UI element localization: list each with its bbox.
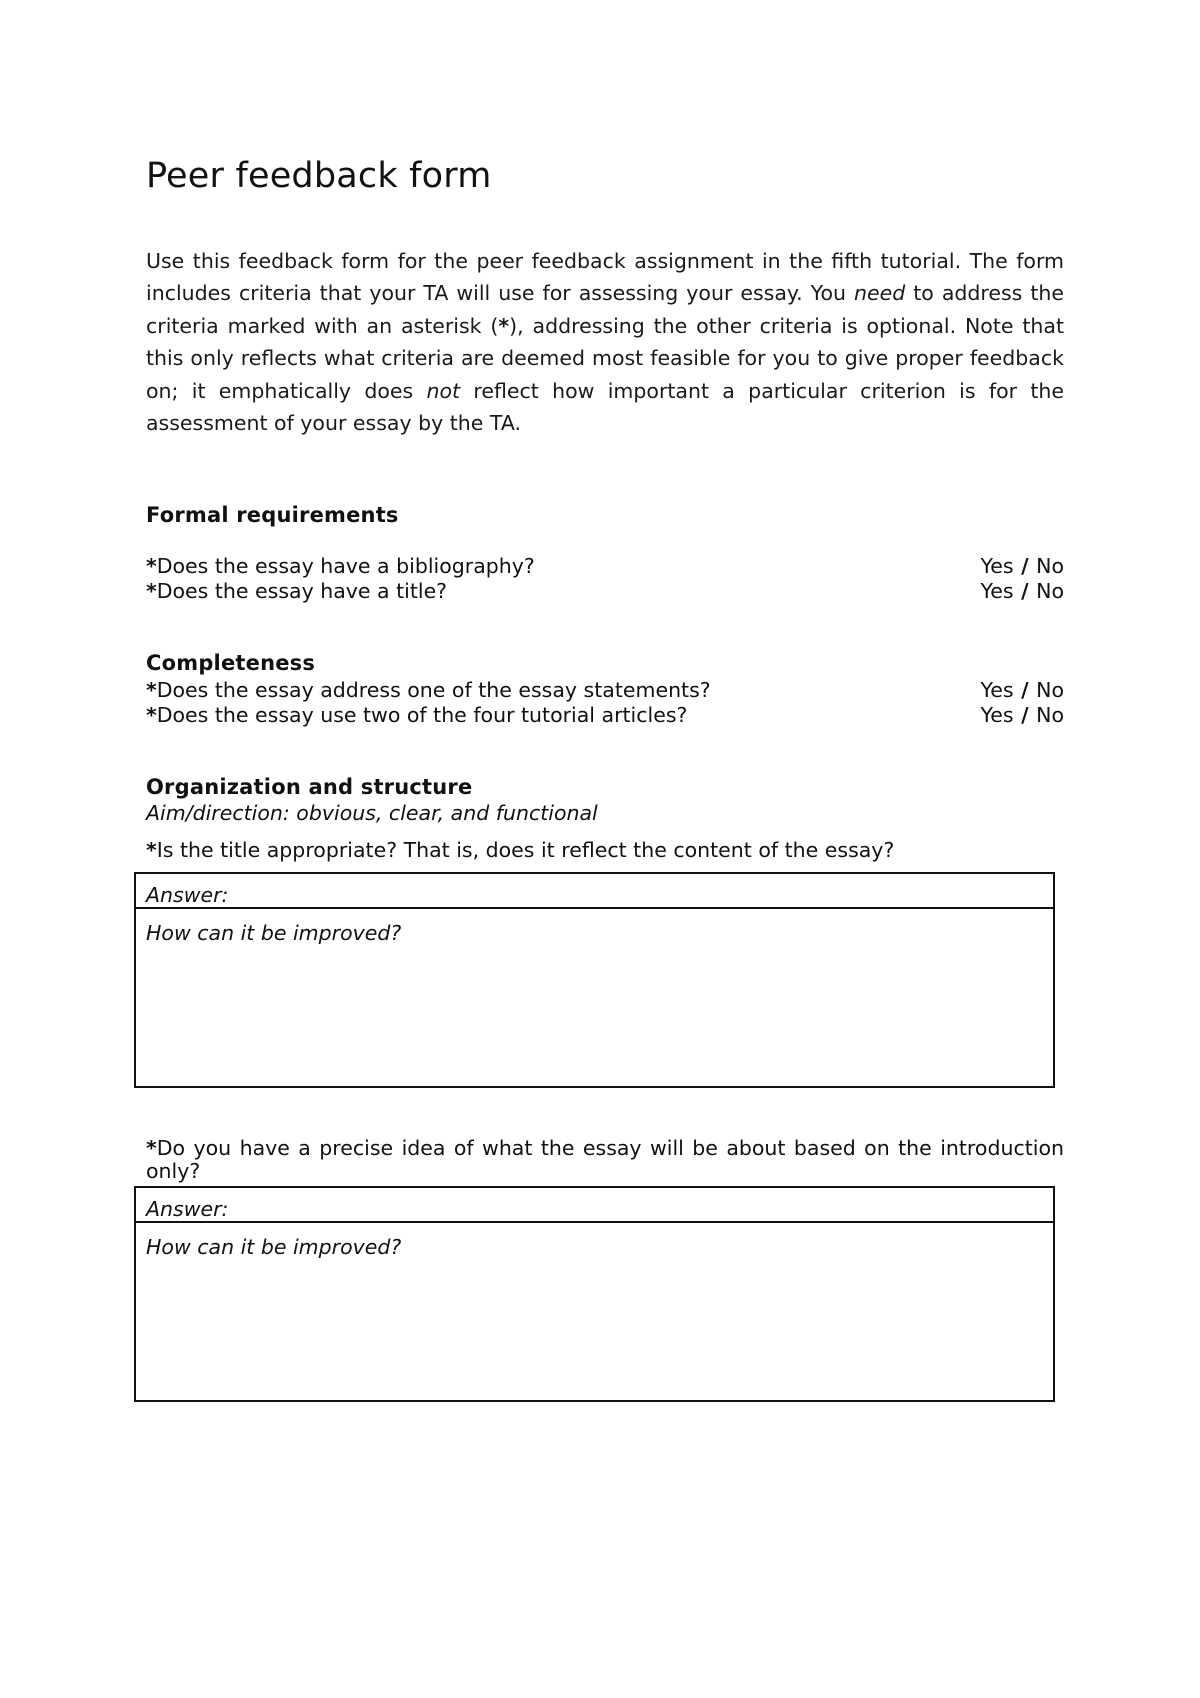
intro-emphasis-need: need bbox=[854, 281, 906, 306]
yes-option[interactable]: Yes bbox=[980, 579, 1014, 603]
question-row bbox=[146, 578, 1064, 604]
yes-no-choice[interactable] bbox=[980, 578, 1064, 604]
question-label: Does the essay use two of the four tutorial articles? bbox=[156, 703, 688, 727]
improvement-field[interactable] bbox=[136, 1223, 1053, 1400]
intro-asterisk: * bbox=[498, 313, 510, 338]
question-label: Does the essay address one of the essay statements? bbox=[156, 678, 711, 702]
answer-field[interactable] bbox=[136, 1188, 1053, 1223]
no-option[interactable]: No bbox=[1036, 554, 1064, 578]
answer-box bbox=[134, 872, 1055, 1088]
question-asterisk: * bbox=[146, 579, 157, 603]
yes-no-separator: / bbox=[1021, 678, 1029, 702]
intro-text-4: reflect how important a particular criterion is for the assessment of your essay by the TA. bbox=[146, 378, 1065, 436]
question-row bbox=[146, 553, 1064, 579]
question-label: Do you have a precise idea of what the essay will be about based on the introduction only? bbox=[146, 1136, 1064, 1183]
yes-option[interactable]: Yes bbox=[980, 678, 1014, 702]
answer-field[interactable] bbox=[136, 874, 1053, 909]
answer-box bbox=[134, 1186, 1055, 1402]
intro-text-3: ), addressing the other criteria is optional. Note that this only reflects what criteria are deemed most feasible for you to give proper feedback on; it emphatically does bbox=[146, 313, 1064, 403]
yes-no-separator: / bbox=[1021, 703, 1029, 727]
yes-option[interactable]: Yes bbox=[980, 554, 1014, 578]
intro-text-2: to address the criteria marked with an asterisk ( bbox=[146, 281, 1064, 338]
yes-option[interactable]: Yes bbox=[980, 703, 1014, 727]
yes-no-choice[interactable] bbox=[980, 553, 1064, 579]
section-heading-formal: Formal requirements bbox=[146, 503, 399, 527]
section-subtitle: Aim/direction: obvious, clear, and functional bbox=[146, 801, 598, 825]
page-title: Peer feedback form bbox=[146, 156, 492, 196]
question-text bbox=[146, 677, 711, 703]
question-row bbox=[146, 677, 1064, 703]
question-text bbox=[146, 553, 535, 579]
intro-emphasis-not: not bbox=[426, 378, 461, 403]
question-asterisk: * bbox=[146, 678, 157, 702]
section-heading-organization: Organization and structure bbox=[146, 775, 473, 799]
section-heading-completeness: Completeness bbox=[146, 651, 316, 675]
yes-no-separator: / bbox=[1021, 579, 1029, 603]
no-option[interactable]: No bbox=[1036, 678, 1064, 702]
improvement-label: How can it be improved? bbox=[146, 921, 402, 945]
yes-no-choice[interactable] bbox=[980, 702, 1064, 728]
answer-label: Answer: bbox=[146, 1197, 229, 1221]
question-asterisk: * bbox=[146, 554, 157, 578]
question-asterisk: * bbox=[146, 838, 157, 862]
question-text bbox=[146, 1137, 1064, 1183]
improvement-field[interactable] bbox=[136, 909, 1053, 1086]
question-text bbox=[146, 702, 687, 728]
question-text bbox=[146, 838, 1064, 862]
question-label: Does the essay have a bibliography? bbox=[156, 554, 535, 578]
no-option[interactable]: No bbox=[1036, 579, 1064, 603]
question-text bbox=[146, 578, 447, 604]
question-label: Does the essay have a title? bbox=[156, 579, 448, 603]
no-option[interactable]: No bbox=[1036, 703, 1064, 727]
intro-paragraph bbox=[146, 245, 1064, 439]
yes-no-choice[interactable] bbox=[980, 677, 1064, 703]
question-row bbox=[146, 702, 1064, 728]
yes-no-separator: / bbox=[1021, 554, 1029, 578]
question-asterisk: * bbox=[146, 1136, 157, 1160]
answer-label: Answer: bbox=[146, 883, 229, 907]
intro-text-1: Use this feedback form for the peer feedback assignment in the fifth tutorial. The form includes criteria that your TA will use for assessing your essay. You bbox=[146, 249, 1064, 306]
improvement-label: How can it be improved? bbox=[146, 1235, 402, 1259]
question-label: Is the title appropriate? That is, does it reflect the content of the essay? bbox=[156, 838, 895, 862]
question-asterisk: * bbox=[146, 703, 157, 727]
